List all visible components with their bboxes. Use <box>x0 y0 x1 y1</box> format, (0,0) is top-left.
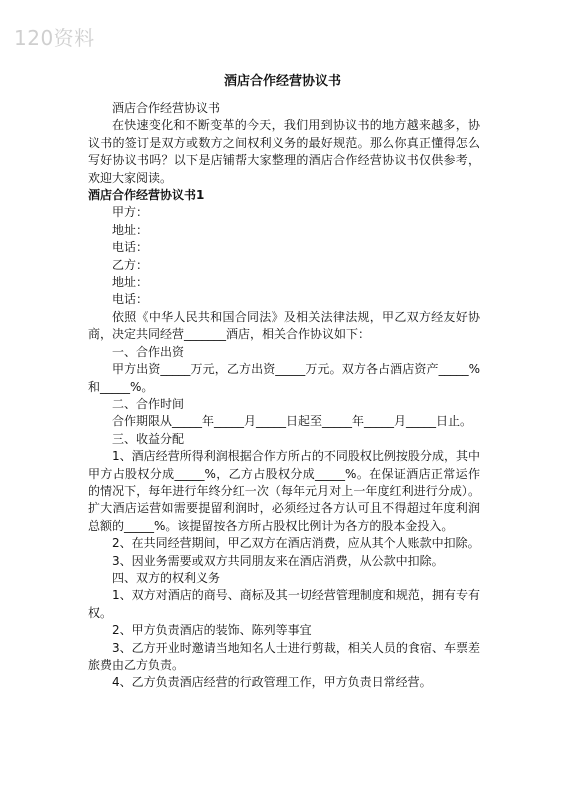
watermark: 120资料 <box>14 26 95 50</box>
section-heading: 酒店合作经营协议书1 <box>88 188 205 203</box>
paragraph: 依照《中华人民共和国合同法》及相关法律法规，甲乙双方经友好协商，决定共同经营_______酒店，相关合作协议如下： <box>88 309 480 342</box>
paragraph: 1、双方对酒店的商号、商标及其一切经营管理制度和规范，拥有专有权。 <box>88 588 480 620</box>
document-body <box>88 100 480 692</box>
paragraph: 甲方出资_____万元，乙方出资_____万元。双方各占酒店资产_____%和_____%。 <box>88 362 480 394</box>
party-b-field: 乙方： <box>112 257 149 272</box>
document-title: 酒店合作经营协议书 <box>223 74 341 89</box>
paragraph: 酒店合作经营协议书 <box>112 101 221 115</box>
party-b-address-field: 地址： <box>112 275 149 290</box>
party-b-phone-field: 电话： <box>112 292 149 307</box>
party-a-phone-field: 电话： <box>112 240 149 255</box>
paragraph: 合作期限从_____年_____月_____日起至_____年_____月_____日止。 <box>112 414 473 429</box>
paragraph: 1、酒店经营所得利润根据合作方所占的不同股权比例按股分成，其中甲方占股权分成_____%，乙方占股权分成_____%。在保证酒店正常运作的情况下，每年进行年终分红一次（每年元月对上一年度红利进行分成）。扩大酒店运营如需要提留利润时，必须经过各方认可且不得超过年度利润总额的_____%。该提留按各方所占股权比例计为各方的股本金投入。 <box>88 449 480 533</box>
clause-heading: 二、合作时间 <box>112 396 185 411</box>
paragraph: 在快速变化和不断变革的今天，我们用到协议书的地方越来越多，协议书的签订是双方或数方之间权利义务的最好规范。那么你真正懂得怎么写好协议书吗？以下是店铺帮大家整理的酒店合作经营协议书仅供参考，欢迎大家阅读。 <box>88 118 480 185</box>
clause-heading: 三、收益分配 <box>112 431 185 446</box>
party-a-field: 甲方： <box>112 205 149 220</box>
clause-heading: 一、合作出资 <box>112 344 185 359</box>
paragraph: 3、乙方开业时邀请当地知名人士进行剪裁，相关人员的食宿、车票差旅费由乙方负责。 <box>88 640 480 672</box>
paragraph: 3、因业务需要或双方共同朋友来在酒店消费，从公款中扣除。 <box>112 553 444 568</box>
paragraph: 2、甲方负责酒店的装饰、陈列等事宜 <box>112 623 312 638</box>
paragraph: 4、乙方负责酒店经营的行政管理工作，甲方负责日常经营。 <box>112 675 432 690</box>
party-a-address-field: 地址： <box>112 222 149 237</box>
paragraph: 2、在共同经营期间，甲乙双方在酒店消费，应从其个人账款中扣除。 <box>112 536 480 551</box>
clause-heading: 四、双方的权利义务 <box>112 570 221 585</box>
